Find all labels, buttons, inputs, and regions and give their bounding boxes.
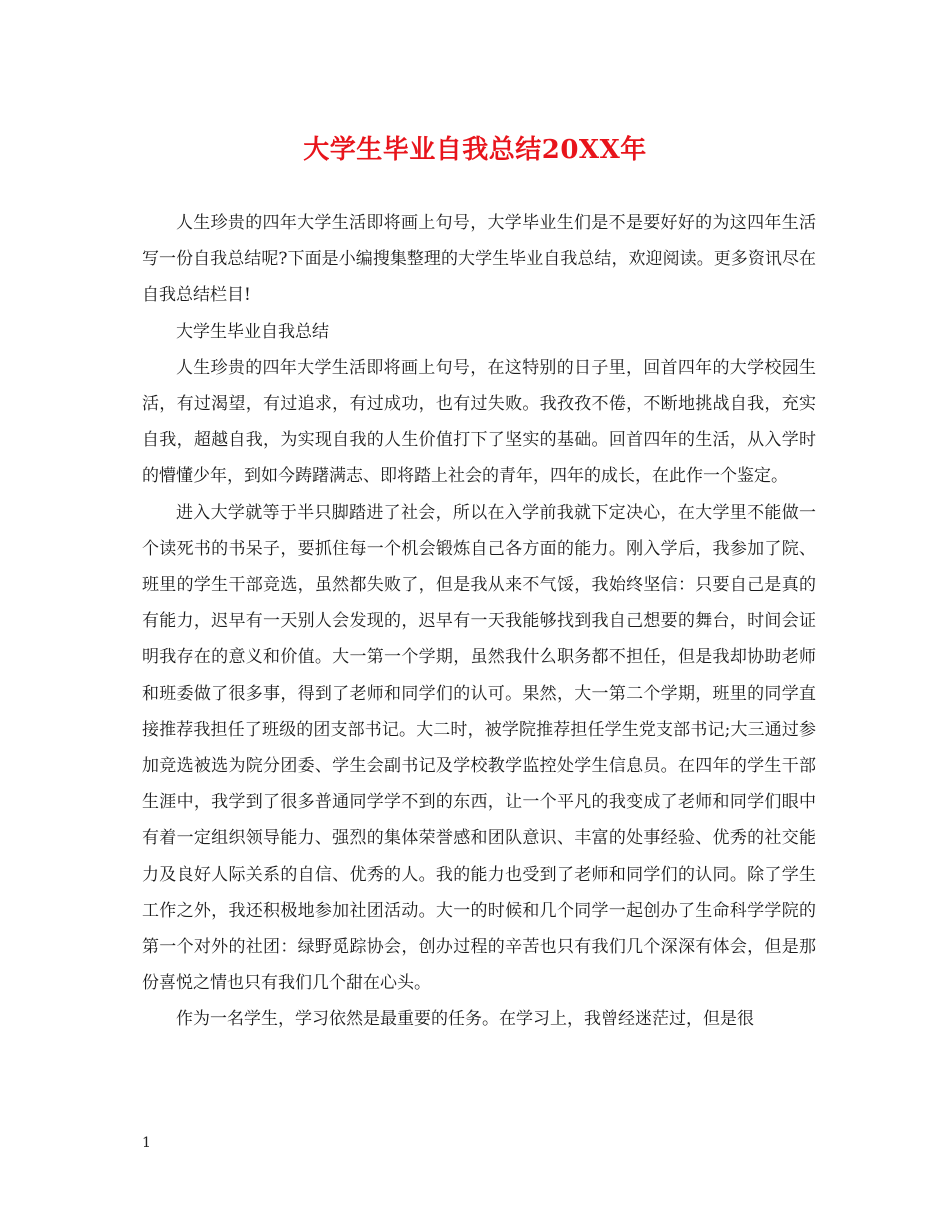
- section-heading: 大学生毕业自我总结: [176, 321, 329, 342]
- body-paragraph: 人生珍贵的四年大学生活即将画上句号，在这特别的日子里，回首四年的大学校园生活，有过渴望，有过追求，有过成功，也有过失败。我孜孜不倦，不断地挑战自我，充实自我，超越自我，为实现自我的人生价值打下了坚实的基础。回首四年的生活，从入学时的懵懂少年，到如今踌躇满志、即将踏上社会的青年，四年的成长，在此作一个鉴定。: [142, 357, 816, 487]
- page-number: 1: [142, 1135, 151, 1151]
- intro-paragraph: 人生珍贵的四年大学生活即将画上句号，大学毕业生们是不是要好好的为这四年生活写一份自我总结呢?下面是小编搜集整理的大学生毕业自我总结，欢迎阅读。更多资讯尽在自我总结栏目!: [142, 213, 816, 306]
- document-title: 大学生毕业自我总结20XX年: [303, 135, 647, 165]
- document-body: [142, 205, 816, 1038]
- body-paragraph: 进入大学就等于半只脚踏进了社会，所以在入学前我就下定决心，在大学里不能做一个读死书的书呆子，要抓住每一个机会锻炼自己各方面的能力。刚入学后，我参加了院、班里的学生干部竞选，虽然都失败了，但是我从来不气馁，我始终坚信：只要自己是真的有能力，迟早有一天别人会发现的，迟早有一天我能够找到我自己想要的舞台，时间会证明我存在的意义和价值。大一第一个学期，虽然我什么职务都不担任，但是我却协助老师和班委做了很多事，得到了老师和同学们的认可。果然，大一第二个学期，班里的同学直接推荐我担任了班级的团支部书记。大二时，被学院推荐担任学生党支部书记;大三通过参加竞选被选为院分团委、学生会副书记及学校教学监控处学生信息员。在四年的学生干部生涯中，我学到了很多普通同学学不到的东西，让一个平凡的我变成了老师和同学们眼中有着一定组织领导能力、强烈的集体荣誉感和团队意识、丰富的处事经验、优秀的社交能力及良好人际关系的自信、优秀的人。我的能力也受到了老师和同学们的认同。除了学生工作之外，我还积极地参加社团活动。大一的时候和几个同学一起创办了生命科学学院的第一个对外的社团：绿野觅踪协会，创办过程的辛苦也只有我们几个深深有体会，但是那份喜悦之情也只有我们几个甜在心头。: [142, 502, 816, 994]
- body-paragraph: 作为一名学生，学习依然是最重要的任务。在学习上，我曾经迷茫过，但是很: [176, 1009, 754, 1030]
